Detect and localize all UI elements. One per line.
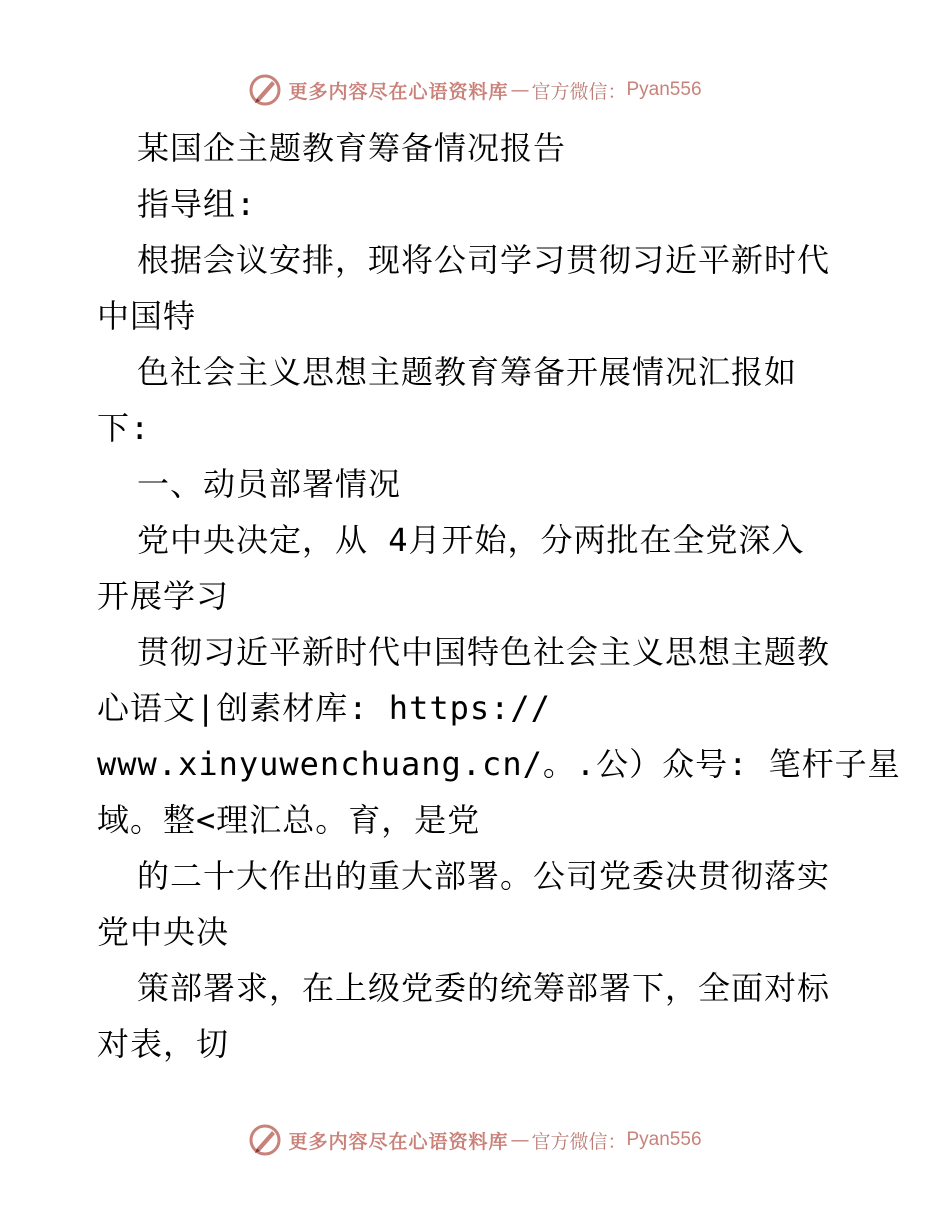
pen-logo-icon [248, 73, 282, 107]
watermark-line: 心语文|创素材库: https:// [97, 689, 551, 727]
banner-brand-text: 更多内容尽在心语资料库 [288, 80, 509, 103]
document-title: 某国企主题教育筹备情况报告 [137, 129, 567, 167]
section-heading: 一、动员部署情况 [137, 465, 402, 503]
document-body [97, 120, 901, 1072]
paragraph-line: 开展学习 [97, 577, 230, 615]
banner-dash: — [510, 79, 530, 101]
header-watermark-banner [0, 70, 950, 110]
banner-wechat-label: 官方微信： [531, 80, 627, 103]
paragraph-line: 党中央决 [97, 913, 230, 951]
banner-brand-text: 更多内容尽在心语资料库 [288, 1130, 509, 1153]
banner-wechat-label: 官方微信： [531, 1130, 627, 1153]
banner-account: Pyan556 [626, 79, 702, 100]
banner-account: Pyan556 [626, 1129, 702, 1150]
paragraph-line: 色社会主义思想主题教育筹备开展情况汇报如 [137, 353, 798, 391]
paragraph-line: 策部署求，在上级党委的统筹部署下，全面对标 [137, 969, 831, 1007]
pen-logo-icon [248, 1123, 282, 1157]
paragraph-line: 中国特 [97, 297, 197, 335]
watermark-line: www.xinyuwenchuang.cn/。.公）众号: 笔杆子星 [97, 745, 901, 783]
footer-watermark-banner [0, 1120, 950, 1160]
banner-dash: — [510, 1129, 530, 1151]
paragraph-line: 下: [97, 409, 151, 447]
paragraph-line: 贯彻习近平新时代中国特色社会主义思想主题教 [137, 633, 831, 671]
paragraph-line: 党中央决定，从 4月开始，分两批在全党深入 [137, 521, 805, 559]
paragraph-line: 的二十大作出的重大部署。公司党委决贯彻落实 [137, 857, 831, 895]
paragraph-line: 对表，切 [97, 1025, 230, 1063]
salutation: 指导组: [137, 185, 257, 223]
paragraph-line: 域。整<理汇总。育，是党 [97, 801, 481, 839]
paragraph-line: 根据会议安排，现将公司学习贯彻习近平新时代 [137, 241, 831, 279]
